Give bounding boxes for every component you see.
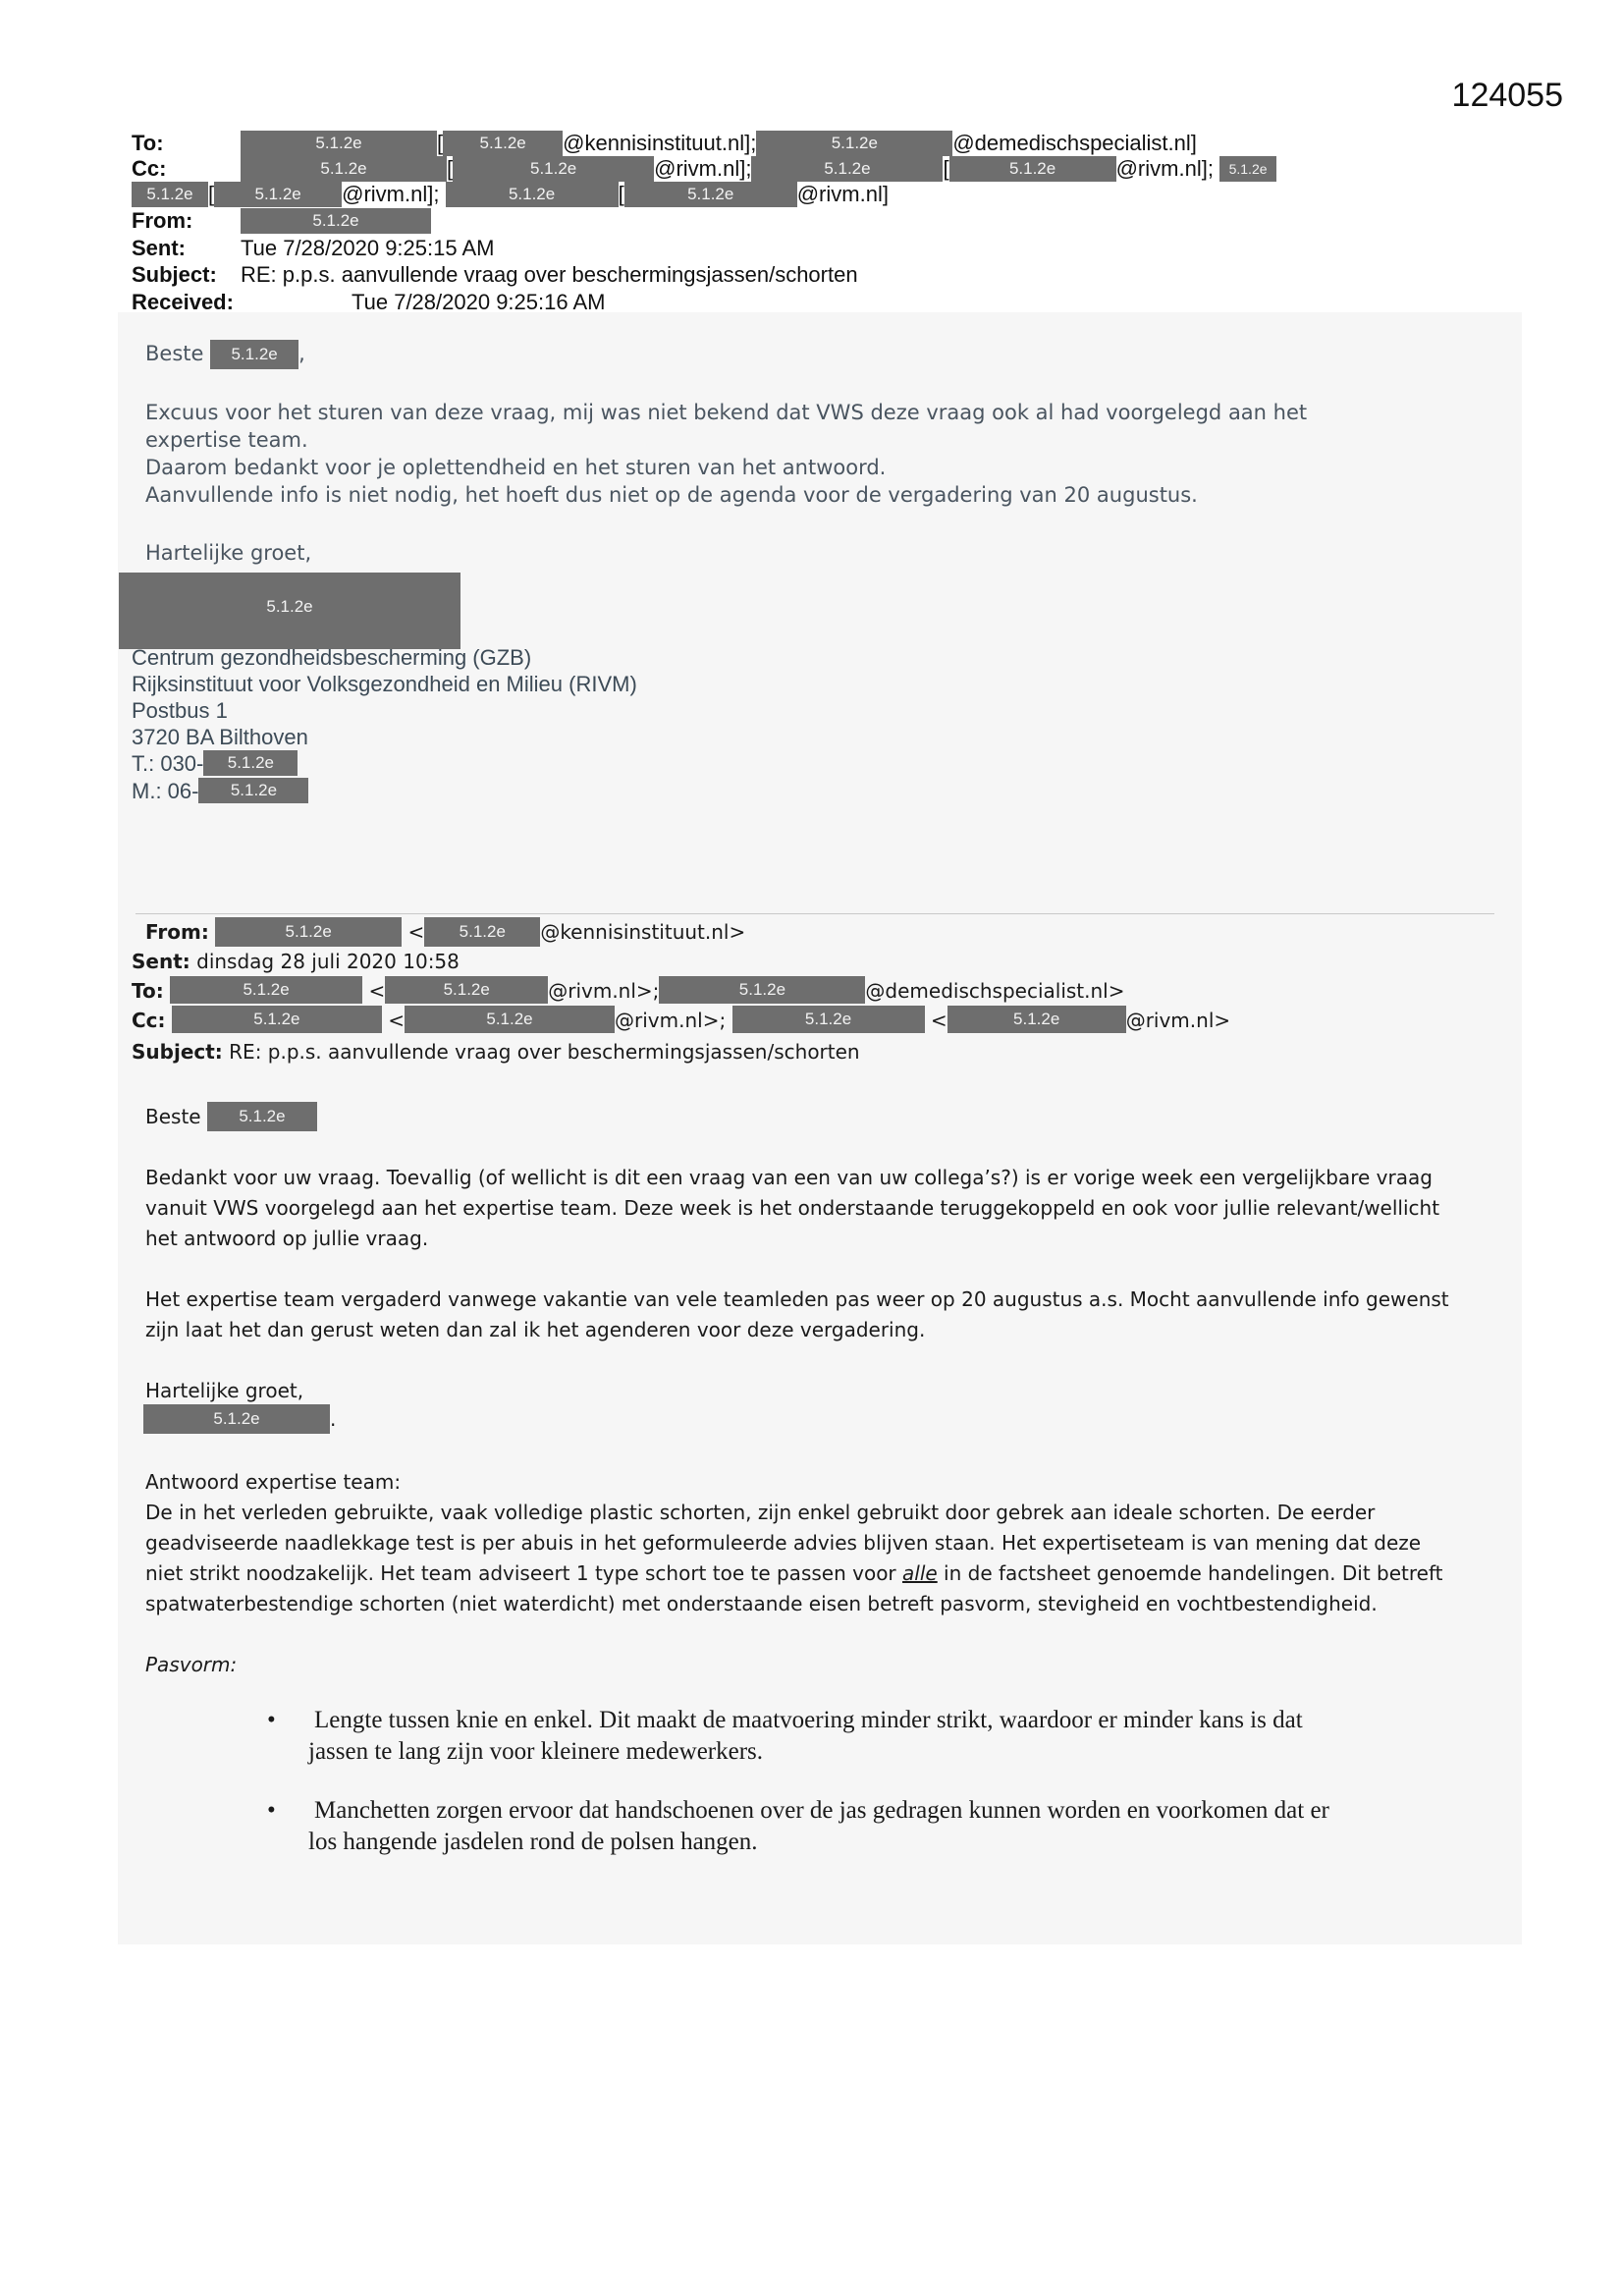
reply2-para1-line: Bedankt voor uw vraag. Toevallig (of wellicht is dit een vraag van een van uw collega’s?) is er vorige week een vergelijkbare vraag [145,1166,1433,1189]
email-domain: @kennisinstituut.nl]; [563,131,757,155]
answer-text: niet strikt noodzakelijk. Het team adviseert 1 type schort toe te passen voor [145,1561,903,1585]
bullet-text: los hangende jasdelen rond de polsen hangen. [308,1829,758,1855]
email-domain: @rivm.nl] [796,182,889,206]
subject-label: Subject: [132,262,217,287]
answer-line: geadviseerde naadlekkage test is per abuis in het geformuleerde advies blijven staan. Het expertiseteam is van mening dat deze [145,1531,1422,1555]
signature-name-redaction: 5.1.2e [119,573,460,649]
angle-bracket: < [407,920,425,944]
reply2-para1-line: vanuit VWS voorgelegd aan het expertise team. Deze week is het onderstaande teruggekoppeld en ook voor jullie relevant/wellicht [145,1196,1440,1220]
to-label: To: [132,979,164,1003]
from-label: From: [132,208,193,233]
header2-cc [132,1006,1230,1036]
email-domain: @rivm.nl]; [342,182,440,206]
reply1-greeting: Beste 5.1.2e , [145,340,305,369]
reply2-para2-line: zijn laat het dan gerust weten dan zal ik het agenderen voor deze vergadering. [145,1318,926,1341]
angle-bracket: < [930,1009,947,1032]
email-domain: @rivm.nl>; [548,979,660,1003]
redaction: 5.1.2e [1219,156,1276,182]
redaction: 5.1.2e [215,917,402,947]
redaction: 5.1.2e [143,1404,330,1434]
bullet: • [267,1707,276,1733]
signature-line: Centrum gezondheidsbescherming (GZB) [132,645,532,670]
redaction: 5.1.2e [424,917,540,947]
redaction: 5.1.2e [756,131,952,156]
sent-value: dinsdag 28 juli 2020 10:58 [196,950,460,973]
email-domain: @rivm.nl>; [615,1009,727,1032]
header1-from-value [241,208,431,234]
redaction: 5.1.2e [170,976,362,1004]
mobile-prefix: M.: 06- [132,779,199,803]
header1-cc-recipients [241,156,1276,182]
signature-mobile [132,778,308,804]
reply2-greeting [145,1102,317,1132]
redaction: 5.1.2e [751,156,943,182]
sent-label: Sent: [132,236,186,260]
header1-to-recipients [241,131,1197,156]
redaction: 5.1.2e [198,778,308,803]
phone-prefix: T.: 030- [132,751,204,776]
redaction: 5.1.2e [949,156,1116,182]
answer-line [145,1558,1443,1589]
reply1-closing: Hartelijke groet, [145,541,312,565]
answer-title: Antwoord expertise team: [145,1470,402,1494]
document-number: 124055 [1451,77,1563,114]
redaction: 5.1.2e [241,156,447,182]
greeting-text: Beste [145,342,204,365]
email-domain: @rivm.nl]; [654,156,752,181]
cc-label: Cc: [132,156,167,181]
email-domain: @rivm.nl> [1125,1009,1231,1032]
sent-label: Sent: [132,950,190,973]
redaction: 5.1.2e [203,750,298,776]
answer-line: De in het verleden gebruikte, vaak volledige plastic schorten, zijn enkel gebruikt door gebrek aan ideale schorten. De eerder [145,1501,1376,1524]
redaction: 5.1.2e [132,182,208,207]
redaction: 5.1.2e [443,131,563,156]
bullet-text: Manchetten zorgen ervoor dat handschoenen over de jas gedragen kunnen worden en voorkomen dat er [314,1797,1329,1824]
subject-value: RE: p.p.s. aanvullende vraag over beschermingsjassen/schorten [229,1040,860,1064]
reply2-para1-line: het antwoord op jullie vraag. [145,1227,429,1250]
subject-label: Subject: [132,1040,223,1064]
redaction: 5.1.2e [241,208,431,234]
signature-line: Postbus 1 [132,698,228,723]
bracket: [ [447,156,454,181]
period: . [330,1407,337,1431]
divider [135,913,1494,914]
reply1-line: Aanvullende info is niet nodig, het hoeft dus niet op de agenda voor de vergadering van 20 augustus. [145,483,1198,507]
header1-to-row [132,131,164,156]
redaction: 5.1.2e [947,1006,1126,1033]
reply2-para2-line: Het expertise team vergaderd vanwege vakantie van vele teamleden pas weer op 20 augustus a.s. Mocht aanvullende info gewenst [145,1287,1449,1311]
redaction: 5.1.2e [624,182,797,207]
email-domain: @rivm.nl]; [1115,156,1214,181]
header1-cc-row [132,156,166,182]
bracket: [ [208,182,215,206]
reply1-line: Daarom bedankt voor je oplettendheid en het sturen van het antwoord. [145,456,887,479]
redaction: 5.1.2e [172,1006,382,1033]
redaction: 5.1.2e [659,976,865,1004]
pasvorm-heading: Pasvorm: [145,1653,238,1676]
header1-sent-row [132,236,186,261]
reply1-line: Excuus voor het sturen van deze vraag, mij was niet bekend dat VWS deze vraag ook al had voorgelegd aan het [145,401,1308,424]
sent-value: Tue 7/28/2020 9:25:15 AM [241,236,495,260]
greeting-text: Beste [145,1105,201,1128]
bracket: [ [943,156,949,181]
header1-from-row [132,208,192,234]
header2-subject [132,1037,860,1067]
redaction: 5.1.2e [732,1006,925,1033]
reply2-closing: Hartelijke groet, [145,1379,304,1402]
redaction: 5.1.2e [385,976,548,1004]
signature-line: 3720 BA Bilthoven [132,725,308,749]
reply1-line: expertise team. [145,428,308,452]
from-label: From: [145,920,209,944]
bullet-text: Lengte tussen knie en enkel. Dit maakt de maatvoering minder strikt, waardoor er minder kans is dat [314,1707,1303,1733]
signature-line: Rijksinstituut voor Volksgezondheid en Milieu (RIVM) [132,672,637,696]
bracket: [ [437,131,444,155]
header2-sent [132,947,460,977]
cc-label: Cc: [132,1009,166,1032]
header2-to [132,976,1125,1007]
bracket: [ [618,182,624,206]
header2-from [145,917,745,948]
redaction: 5.1.2e [405,1006,615,1033]
redaction: 5.1.2e [214,182,342,207]
header1-received-row [132,290,234,315]
signature-phone [132,750,298,777]
email-domain: @kennisinstituut.nl> [540,920,746,944]
email-domain: @demedischspecialist.nl] [952,131,1197,155]
redaction: 5.1.2e [453,156,654,182]
header1-cc-recipients-cont [132,182,889,207]
redaction: 5.1.2e [207,1102,317,1131]
redaction: 5.1.2e [210,340,298,369]
received-label: Received: [132,290,234,314]
answer-emphasis: alle [902,1561,938,1585]
answer-text: in de factsheet genoemde handelingen. Dit betreft [937,1561,1443,1585]
email-domain: @demedischspecialist.nl> [865,979,1125,1003]
redaction: 5.1.2e [446,182,619,207]
answer-line: spatwaterbestendige schorten (niet waterdicht) met onderstaande eisen betreft pasvorm, stevigheid en vochtbestendigheid. [145,1592,1378,1615]
reply2-sender [143,1404,336,1435]
angle-bracket: < [368,979,386,1003]
bullet-text: jassen te lang zijn voor kleinere medewerkers. [308,1738,764,1765]
to-label: To: [132,131,164,155]
header1-subject-row [132,262,217,288]
subject-value: RE: p.p.s. aanvullende vraag over beschermingsjassen/schorten [241,262,858,287]
redaction: 5.1.2e [241,131,437,156]
received-value: Tue 7/28/2020 9:25:16 AM [352,290,606,314]
email-body-panel [118,312,1522,1944]
bullet: • [267,1797,276,1824]
angle-bracket: < [388,1009,406,1032]
